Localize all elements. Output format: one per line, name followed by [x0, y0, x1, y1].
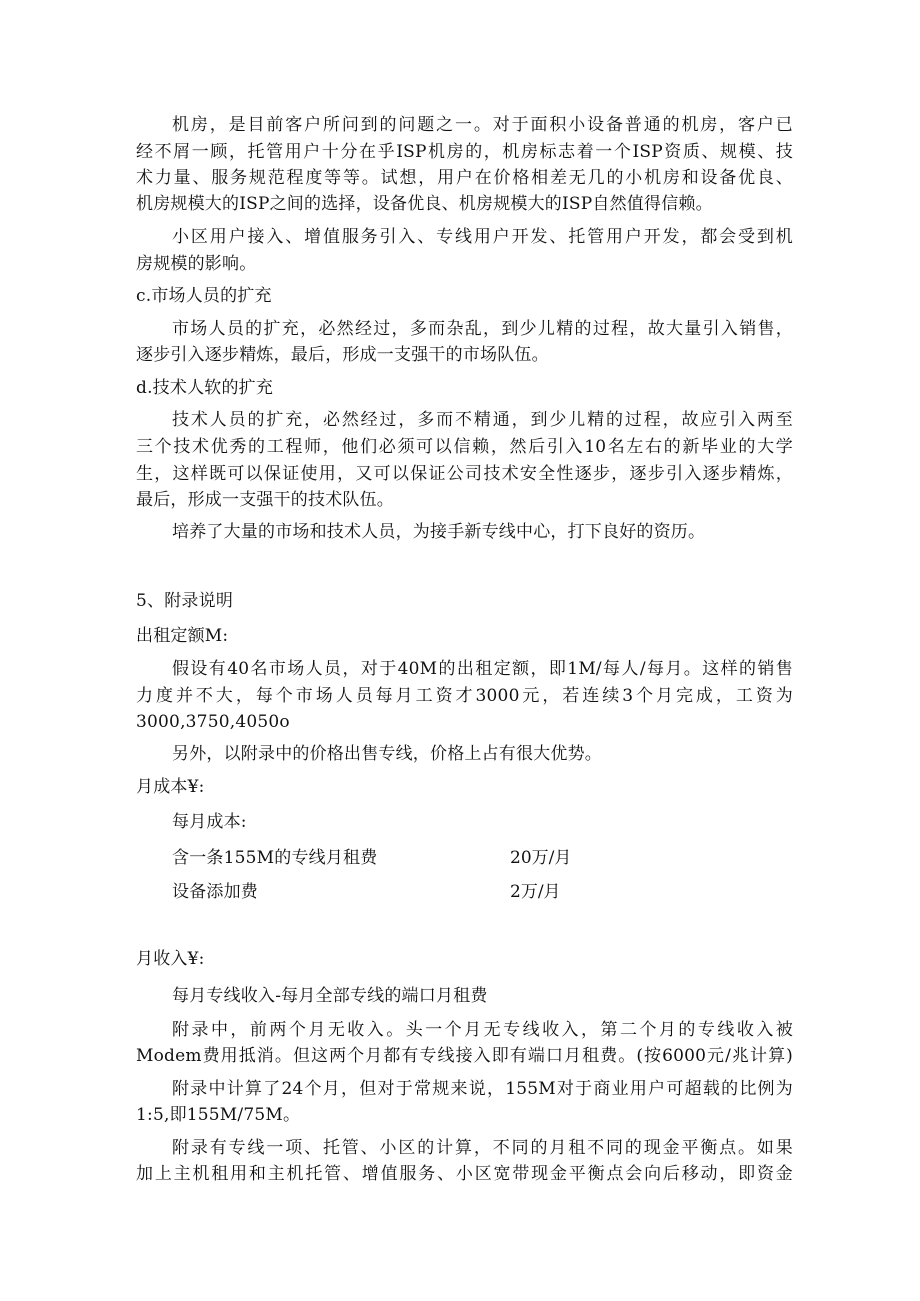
cost-item-name: 设备添加费 [172, 882, 258, 902]
paragraph-line: 假设有40名市场人员，对于40M的出租定额，即1M/每人/每月。这样的销售 [172, 659, 793, 679]
cost-item-amount: 20万/月 [510, 848, 572, 868]
paragraph-line: 另外，以附录中的价格出售专线，价格上占有很大优势。 [172, 744, 602, 764]
paragraph-line: 市场人员的扩充，必然经过，多而杂乱，到少儿精的过程，故大量引入销售， [172, 319, 793, 339]
paragraph-line: 机房，是目前客户所问到的问题之一。对于面积小设备普通的机房，客户已 [172, 115, 793, 135]
paragraph-line: 逐步引入逐步精炼，最后，形成一支强干的市场队伍。 [136, 345, 549, 365]
subheading-monthly-income: 月收入¥: [136, 949, 205, 969]
paragraph-line: 机房规模大的ISP之间的选择，设备优良、机房规模大的ISP自然值得信赖。 [136, 194, 713, 214]
paragraph-line: 培养了大量的市场和技术人员，为接手新专线中心，打下良好的资历。 [172, 522, 706, 542]
paragraph-line: 每月专线收入-每月全部专线的端口月租费 [172, 986, 488, 1006]
paragraph-line: 经不屑一顾，托管用户十分在乎ISP机房的，机房标志着一个ISP资质、规模、技 [136, 142, 793, 162]
paragraph-line: 房规模的影响。 [136, 254, 257, 274]
section-heading-c: c.市场人员的扩充 [136, 286, 272, 306]
paragraph-line: 3000,3750,4050o [136, 712, 290, 732]
cost-list-title: 每月成本: [172, 812, 247, 832]
paragraph-line: 力度并不大，每个市场人员每月工资才3000元，若连续3个月完成，工资为 [136, 686, 793, 706]
cost-item-amount: 2万/月 [510, 882, 561, 902]
paragraph-line: 技术人员的扩充，必然经过，多而不精通，到少儿精的过程，故应引入两至 [172, 410, 793, 430]
paragraph-line: 1:5,即155M/75M。 [136, 1105, 301, 1125]
subheading-monthly-cost: 月成本¥: [136, 777, 205, 797]
paragraph-line: 三个技术优秀的工程师，他们必须可以信赖，然后引入10名左右的新毕业的大学 [136, 437, 793, 457]
paragraph-line: 小区用户接入、增值服务引入、专线用户开发、托管用户开发，都会受到机 [172, 227, 793, 247]
paragraph-line: 术力量、服务规范程度等等。试想，用户在价格相差无几的小机房和设备优良、 [136, 168, 793, 188]
paragraph-line: 附录中，前两个月无收入。头一个月无专线收入，第二个月的专线收入被 [172, 1020, 793, 1040]
paragraph-line: Modem费用抵消。但这两个月都有专线接入即有端口月租费。(按6000元/兆计算) [136, 1046, 793, 1066]
paragraph-line: 附录中计算了24个月，但对于常规来说，155M对于商业用户可超载的比例为 [172, 1079, 793, 1099]
section-heading-d: d.技术人软的扩充 [136, 378, 274, 398]
paragraph-line: 最后，形成一支强干的技术队伍。 [136, 490, 394, 510]
cost-item-name: 含一条155M的专线月租费 [172, 848, 378, 868]
paragraph-line: 附录有专线一项、托管、小区的计算，不同的月租不同的现金平衡点。如果 [172, 1138, 793, 1158]
section-heading-5: 5、附录说明 [136, 591, 234, 611]
subheading-rent-quota: 出租定额M: [136, 626, 229, 646]
paragraph-line: 生，这样既可以保证使用，又可以保证公司技术安全性逐步，逐步引入逐步精炼， [136, 464, 793, 484]
paragraph-line: 加上主机租用和主机托管、增值服务、小区宽带现金平衡点会向后移动，即资金 [136, 1164, 793, 1184]
